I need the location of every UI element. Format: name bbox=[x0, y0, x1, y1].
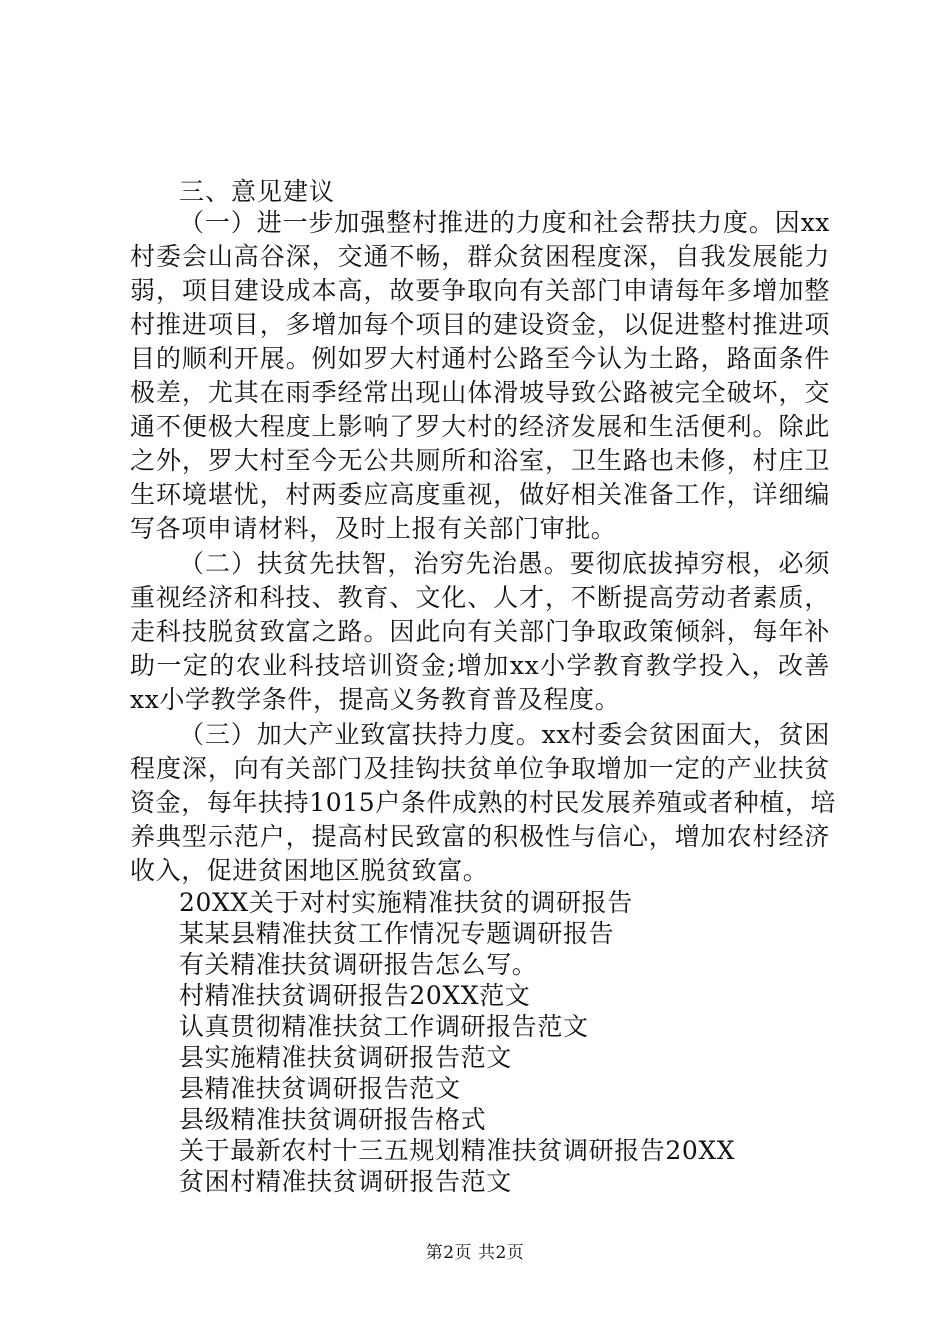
paragraph-line: 写各项申请材料，及时上报有关部门审批。 bbox=[130, 514, 617, 543]
paragraph-line: 助一定的农业科技培训资金;增加xx小学教育教学投入，改善 bbox=[130, 651, 830, 680]
paragraph-line: 弱，项目建设成本高，故要争取向有关部门申请每年多增加整 bbox=[130, 276, 830, 305]
related-title-item[interactable]: 关于最新农村十三五规划精准扶贫调研报告20XX bbox=[179, 1136, 736, 1165]
paragraph-line: xx小学教学条件，提高义务教育普及程度。 bbox=[130, 685, 621, 714]
paragraph-line: 极差，尤其在雨季经常出现山体滑坡导致公路被完全破坏，交 bbox=[130, 378, 830, 407]
paragraph-line: 重视经济和科技、教育、文化、人才，不断提高劳动者素质， bbox=[130, 583, 830, 612]
related-title-item[interactable]: 20XX关于对村实施精准扶贫的调研报告 bbox=[179, 888, 633, 917]
related-title-item[interactable]: 县级精准扶贫调研报告格式 bbox=[179, 1105, 487, 1134]
related-title-item[interactable]: 县实施精准扶贫调研报告范文 bbox=[179, 1043, 512, 1072]
paragraph-line: 通不便极大程度上影响了罗大村的经济发展和生活便利。除此 bbox=[130, 412, 830, 441]
paragraph-line: 生环境堪忧，村两委应高度重视，做好相关准备工作，详细编 bbox=[130, 480, 830, 509]
related-title-item[interactable]: 认真贯彻精准扶贫工作调研报告范文 bbox=[179, 1012, 589, 1041]
paragraph-line: （三）加大产业致富扶持力度。xx村委会贫困面大，贫困 bbox=[179, 720, 830, 749]
paragraph-line: 养典型示范户，提高村民致富的积极性与信心，增加农村经济 bbox=[130, 822, 830, 851]
related-title-item[interactable]: 县精准扶贫调研报告范文 bbox=[179, 1074, 461, 1103]
paragraph-line: 走科技脱贫致富之路。因此向有关部门争取政策倾斜，每年补 bbox=[130, 617, 830, 646]
paragraph-line: 村推进项目，多增加每个项目的建设资金，以促进整村推进项 bbox=[130, 310, 830, 339]
paragraph-line: 收入，促进贫困地区脱贫致富。 bbox=[130, 856, 489, 885]
related-title-item[interactable]: 贫困村精准扶贫调研报告范文 bbox=[179, 1167, 512, 1196]
paragraph-line: 资金，每年扶持1015户条件成熟的村民发展养殖或者种植，培 bbox=[130, 788, 837, 817]
paragraph-line: 目的顺利开展。例如罗大村通村公路至今认为土路，路面条件 bbox=[130, 344, 830, 373]
related-title-item[interactable]: 某某县精准扶贫工作情况专题调研报告 bbox=[179, 919, 615, 948]
paragraph-line: 程度深，向有关部门及挂钩扶贫单位争取增加一定的产业扶贫 bbox=[130, 754, 830, 783]
paragraph-line: 村委会山高谷深，交通不畅，群众贫困程度深，自我发展能力 bbox=[130, 242, 830, 271]
paragraph-line: （二）扶贫先扶智，治穷先治愚。要彻底拔掉穷根，必须 bbox=[179, 549, 830, 578]
paragraph-line: 之外，罗大村至今无公共厕所和浴室，卫生路也未修，村庄卫 bbox=[130, 446, 830, 475]
related-title-item[interactable]: 村精准扶贫调研报告20XX范文 bbox=[179, 981, 531, 1010]
section-heading: 三、意见建议 bbox=[179, 177, 336, 206]
related-title-item[interactable]: 有关精准扶贫调研报告怎么写。 bbox=[179, 950, 538, 979]
paragraph-line: （一）进一步加强整村推进的力度和社会帮扶力度。因xx bbox=[179, 208, 830, 237]
page-footer: 第2页 共2页 bbox=[425, 1243, 525, 1263]
